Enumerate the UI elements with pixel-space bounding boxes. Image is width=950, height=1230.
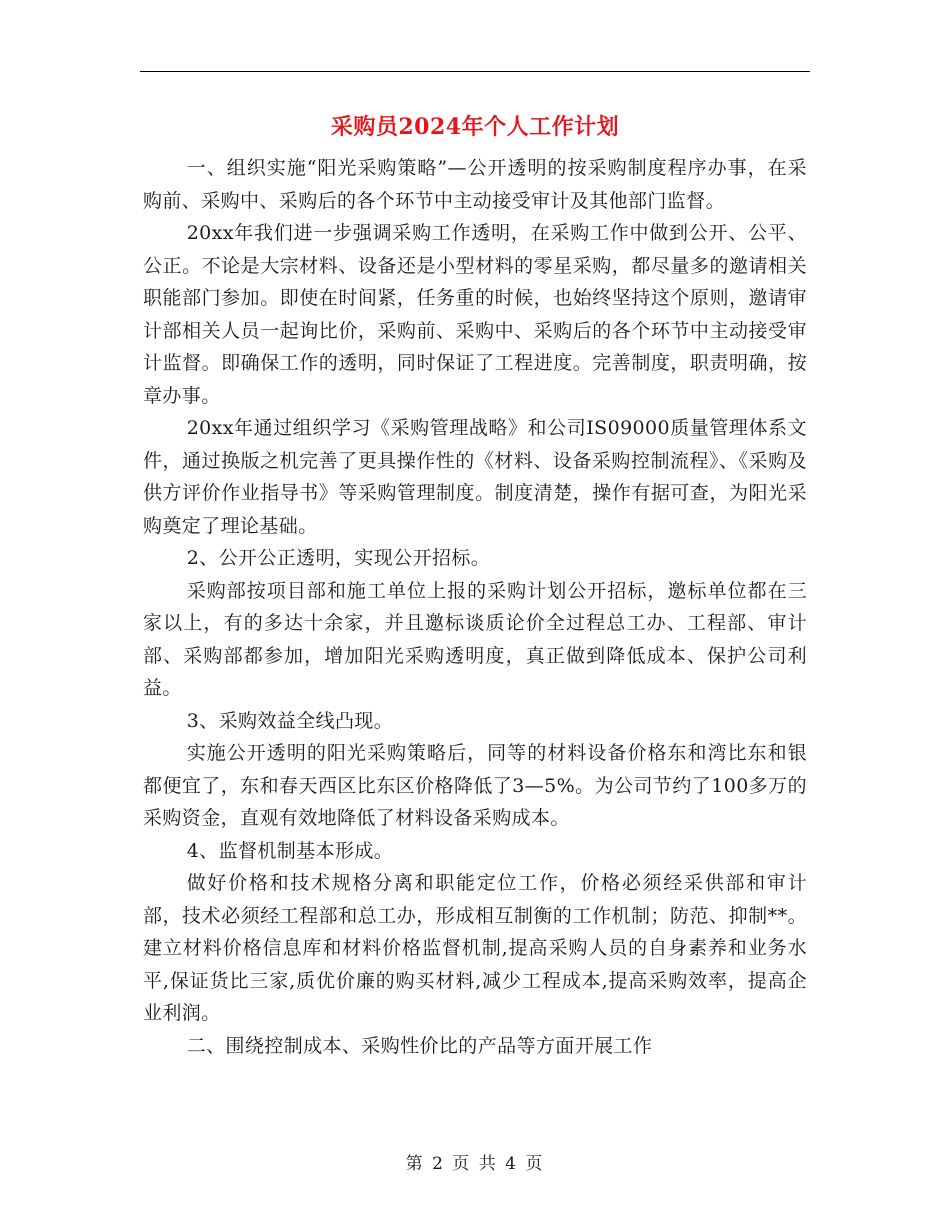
page-number: 第 2 页 共 4 页	[405, 1154, 545, 1174]
paragraph-item-2-heading: 2、公开公正透明，实现公开招标。	[186, 547, 491, 569]
paragraph-section-2-heading: 二、围绕控制成本、采购性价比的产品等方面开展工作	[186, 1034, 653, 1057]
document-body	[143, 152, 807, 1062]
paragraph-item-4-heading: 4、监督机制基本形成。	[186, 839, 394, 862]
paragraph-open-tender: 采购部按项目部和施工单位上报的采购计划公开招标，邀标单位都在三家以上，有的多达十余家，并且邀标谈质论价全过程总工办、工程部、审计部、采购部都参加，增加阳光采购透明度，真正做到降低成本、保护公司利益。	[143, 579, 807, 699]
paragraph-section-1-heading: 一、组织实施“阳光采购策略”—公开透明的按采购制度程序办事，在采购前、采购中、采购后的各个环节中主动接受审计及其他部门监督。	[143, 157, 807, 212]
paragraph-transparency: 20xx年我们进一步强调采购工作透明，在采购工作中做到公开、公平、公正。不论是大宗材料、设备还是小型材料的零星采购，都尽量多的邀请相关职能部门参加。即使在时间紧，任务重的时候，也始终坚持这个原则，邀请审计部相关人员一起询比价，采购前、采购中、采购后的各个环节中主动接受审计监督。即确保工作的透明，同时保证了工程进度。完善制度，职责明确，按章办事。	[143, 222, 807, 407]
header-rule	[140, 71, 810, 72]
paragraph-benefits: 实施公开透明的阳光采购策略后，同等的材料设备价格东和湾比东和银都便宜了，东和春天西区比东区价格降低了3—5%。为公司节约了100多万的采购资金，直观有效地降低了材料设备采购成本。	[143, 742, 807, 829]
document-title: 采购员2024年个人工作计划	[330, 114, 620, 140]
paragraph-management-system: 20xx年通过组织学习《采购管理战略》和公司IS09000质量管理体系文件，通过换版之机完善了更具操作性的《材料、设备采购控制流程》、《采购及供方评价作业指导书》等采购管理制度。制度清楚，操作有据可查，为阳光采购奠定了理论基础。	[143, 417, 807, 537]
paragraph-item-3-heading: 3、采购效益全线凸现。	[186, 709, 394, 732]
paragraph-supervision: 做好价格和技术规格分离和职能定位工作，价格必须经采供部和审计部，技术必须经工程部和总工办，形成相互制衡的工作机制；防范、抑制**。建立材料价格信息库和材料价格监督机制,提高采购人员的自身素养和业务水平,保证货比三家,质优价廉的购买材料,减少工程成本,提高采购效率，提高企业利润。	[143, 872, 807, 1024]
